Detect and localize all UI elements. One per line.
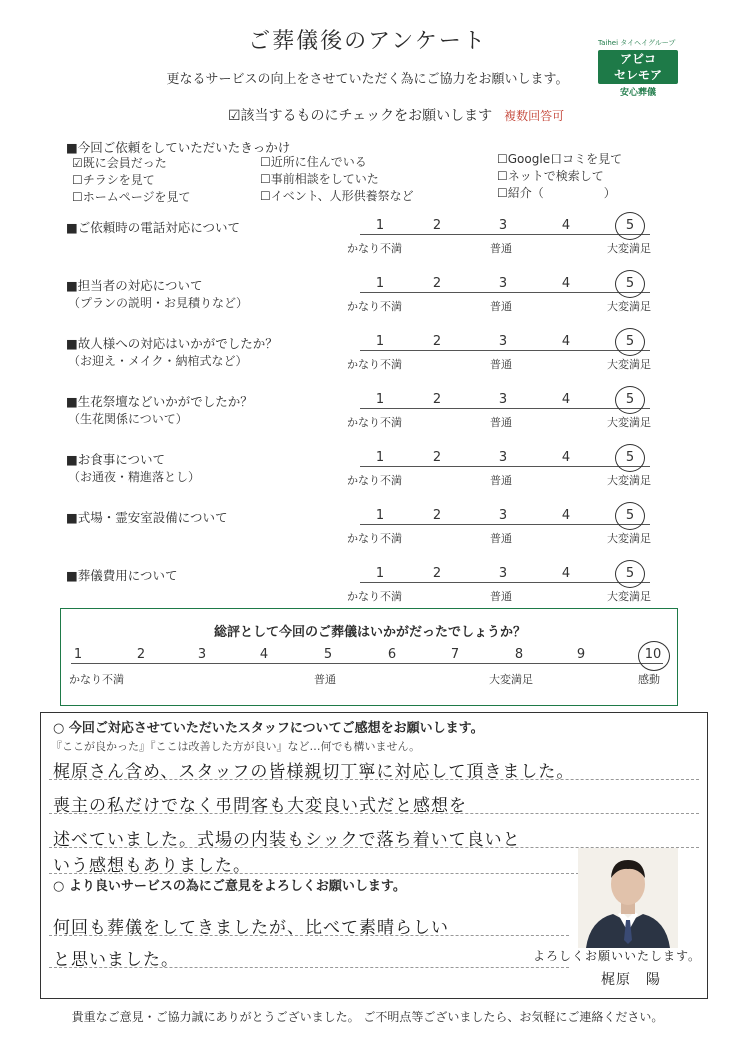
rating-line <box>360 350 650 351</box>
overall-answer-circle <box>638 641 670 671</box>
logo-mark <box>598 50 678 84</box>
rating-line <box>360 292 650 293</box>
rating-label-high: 大変満足 <box>607 474 651 487</box>
rating-number[interactable]: 3 <box>498 276 508 291</box>
survey-subtitle: 更なるサービスの向上をさせていただく為にご協力をお願いします。 <box>166 72 569 87</box>
question-title: ■担当者の対応について <box>66 278 203 293</box>
answer-circle <box>615 386 645 414</box>
rating-number[interactable]: 2 <box>432 508 442 523</box>
staff-comment-hint: 『ここが良かった』『ここは改善した方が良い』など…何でも構いません。 <box>51 740 421 753</box>
instruction <box>228 105 564 125</box>
rating-number[interactable]: 5 <box>625 508 635 523</box>
rating-line <box>360 466 650 467</box>
rating-number[interactable]: 1 <box>375 218 385 233</box>
rating-number[interactable]: 1 <box>375 392 385 407</box>
rating-number[interactable]: 5 <box>625 566 635 581</box>
overall-number[interactable]: 1 <box>73 647 83 662</box>
rating-label-low: かなり不満 <box>347 358 402 371</box>
rating-label-high: 大変満足 <box>607 590 651 603</box>
overall-number[interactable]: 10 <box>644 647 662 662</box>
option-neighbor[interactable]: ☐近所に住んでいる <box>260 155 367 169</box>
answer-circle <box>615 212 645 240</box>
rating-label-high: 大変満足 <box>607 242 651 255</box>
rating-number[interactable]: 2 <box>432 276 442 291</box>
option-flyer[interactable]: ☐チラシを見て <box>72 173 155 187</box>
overall-number[interactable]: 9 <box>576 647 586 662</box>
rating-number[interactable]: 4 <box>561 334 571 349</box>
question-title: ■葬儀費用について <box>66 568 178 583</box>
question-subtitle: （お迎え・メイク・納棺式など） <box>68 354 248 368</box>
option-google-review[interactable]: ☐Google口コミを見て <box>497 152 623 166</box>
rating-label-mid: 普通 <box>490 474 512 487</box>
option-member[interactable]: ☑既に会員だった <box>72 156 167 170</box>
rating-label-mid: 普通 <box>490 300 512 313</box>
rating-label-low: かなり不満 <box>347 590 402 603</box>
staff-photo <box>578 848 678 948</box>
overall-number[interactable]: 5 <box>323 647 333 662</box>
rating-number[interactable]: 1 <box>375 276 385 291</box>
rating-number[interactable]: 3 <box>498 508 508 523</box>
overall-rating-box <box>60 608 678 706</box>
overall-label-mid: 普通 <box>314 673 336 686</box>
rating-label-high: 大変満足 <box>607 358 651 371</box>
rating-number[interactable]: 2 <box>432 218 442 233</box>
overall-title: 総評として今回のご葬儀はいかがだったでしょうか？ <box>213 625 526 640</box>
overall-label-low: かなり不満 <box>69 673 124 686</box>
rating-label-low: かなり不満 <box>347 474 402 487</box>
question-subtitle: （プランの説明・お見積りなど） <box>68 296 249 310</box>
rating-label-low: かなり不満 <box>347 532 402 545</box>
rating-number[interactable]: 4 <box>561 508 571 523</box>
rating-number[interactable]: 3 <box>498 450 508 465</box>
question-title: ■式場・霊安室設備について <box>66 510 228 525</box>
staff-comment-line: 梶原さん含め、スタッフの皆様親切丁寧に対応して頂きました。 <box>53 762 575 782</box>
overall-number[interactable]: 8 <box>514 647 524 662</box>
rating-number[interactable]: 1 <box>375 508 385 523</box>
rating-line <box>360 524 650 525</box>
rating-label-mid: 普通 <box>490 242 512 255</box>
option-event[interactable]: ☐イベント、人形供養祭など <box>260 189 414 203</box>
rating-label-high: 大変満足 <box>607 532 651 545</box>
staff-comment-line: いう感想もありました。 <box>53 856 251 876</box>
question-title: ■故人様への対応はいかがでしたか？ <box>66 336 278 351</box>
rating-number[interactable]: 5 <box>625 218 635 233</box>
rating-number[interactable]: 2 <box>432 334 442 349</box>
answer-circle <box>615 444 645 472</box>
instruction-text: ☑該当するものにチェックをお願いします <box>228 108 493 124</box>
rating-number[interactable]: 3 <box>498 566 508 581</box>
logo-line-1: アビコ <box>619 52 656 66</box>
logo-group-name: Taihei タイヘイグループ <box>598 39 676 47</box>
rating-number[interactable]: 4 <box>561 392 571 407</box>
rating-number[interactable]: 4 <box>561 276 571 291</box>
multiple-answer-note: 複数回答可 <box>504 109 565 123</box>
rating-line <box>360 234 650 235</box>
question-title: ■ご依頼時の電話対応について <box>66 220 241 235</box>
overall-number[interactable]: 3 <box>197 647 207 662</box>
trigger-heading: ■今回ご依頼をしていただいたきっかけ <box>66 140 291 155</box>
survey-title: ご葬儀後のアンケート <box>248 29 487 54</box>
rating-number[interactable]: 2 <box>432 392 442 407</box>
option-homepage[interactable]: ☐ホームページを見て <box>72 190 191 204</box>
overall-number[interactable]: 7 <box>450 647 460 662</box>
rating-number[interactable]: 1 <box>375 334 385 349</box>
staff-comment-line: 喪主の私だけでなく弔問客も大変良い式だと感想を <box>53 796 467 816</box>
rating-number[interactable]: 5 <box>625 450 635 465</box>
overall-label-high: 大変満足 <box>489 673 533 686</box>
overall-line <box>71 663 663 664</box>
option-net-search[interactable]: ☐ネットで検索して <box>497 169 604 183</box>
answer-circle <box>615 502 645 530</box>
rating-number[interactable]: 4 <box>561 566 571 581</box>
service-comment-line: と思いました。 <box>53 950 179 970</box>
logo-line-2: セレモア <box>613 68 662 82</box>
rating-number[interactable]: 3 <box>498 334 508 349</box>
rating-number[interactable]: 5 <box>625 334 635 349</box>
staff-comment-heading: ○ 今回ご対応させていただいたスタッフについてご感想をお願いします。 <box>53 721 484 736</box>
rating-label-low: かなり不満 <box>347 242 402 255</box>
answer-circle <box>615 560 645 588</box>
option-referral[interactable]: ☐紹介（ ） <box>497 186 616 200</box>
logo-tagline: 安心葬儀 <box>619 88 656 98</box>
staff-name: 梶原 陽 <box>601 972 661 988</box>
service-comment-line: 何回も葬儀をしてきましたが、比べて素晴らしい <box>53 918 449 938</box>
rating-number[interactable]: 2 <box>432 566 442 581</box>
overall-number[interactable]: 6 <box>387 647 397 662</box>
rating-label-mid: 普通 <box>490 532 512 545</box>
rating-label-low: かなり不満 <box>347 300 402 313</box>
rating-number[interactable]: 3 <box>498 218 508 233</box>
rating-number[interactable]: 3 <box>498 392 508 407</box>
rating-number[interactable]: 4 <box>561 450 571 465</box>
rating-number[interactable]: 2 <box>432 450 442 465</box>
question-subtitle: （お通夜・精進落とし） <box>68 470 201 484</box>
staff-comment-line: 述べていました。式場の内装もシックで落ち着いて良いと <box>53 830 521 850</box>
company-logo <box>598 38 678 108</box>
overall-number[interactable]: 2 <box>136 647 146 662</box>
overall-number[interactable]: 4 <box>259 647 269 662</box>
rating-line <box>360 582 650 583</box>
rating-label-high: 大変満足 <box>607 416 651 429</box>
rating-label-mid: 普通 <box>490 416 512 429</box>
answer-circle <box>615 328 645 356</box>
staff-note: よろしくお願いいたします。 <box>533 949 702 963</box>
question-subtitle: （生花関係について） <box>68 412 188 426</box>
overall-label-top: 感動 <box>638 673 660 686</box>
rating-number[interactable]: 5 <box>625 392 635 407</box>
option-prior-consult[interactable]: ☐事前相談をしていた <box>260 172 379 186</box>
service-comment-heading: ○ より良いサービスの為にご意見をよろしくお願いします。 <box>53 879 406 894</box>
rating-number[interactable]: 1 <box>375 450 385 465</box>
rating-number[interactable]: 4 <box>561 218 571 233</box>
answer-circle <box>615 270 645 298</box>
footer-thanks: 貴重なご意見・ご協力誠にありがとうございました。 ご不明点等ございましたら、お気軽にご連絡ください。 <box>71 1010 664 1024</box>
rating-line <box>360 408 650 409</box>
rating-label-low: かなり不満 <box>347 416 402 429</box>
question-title: ■お食事について <box>66 452 166 467</box>
rating-label-mid: 普通 <box>490 358 512 371</box>
question-title: ■生花祭壇などいかがでしたか？ <box>66 394 253 409</box>
rating-number[interactable]: 1 <box>375 566 385 581</box>
rating-number[interactable]: 5 <box>625 276 635 291</box>
rating-label-mid: 普通 <box>490 590 512 603</box>
rating-label-high: 大変満足 <box>607 300 651 313</box>
